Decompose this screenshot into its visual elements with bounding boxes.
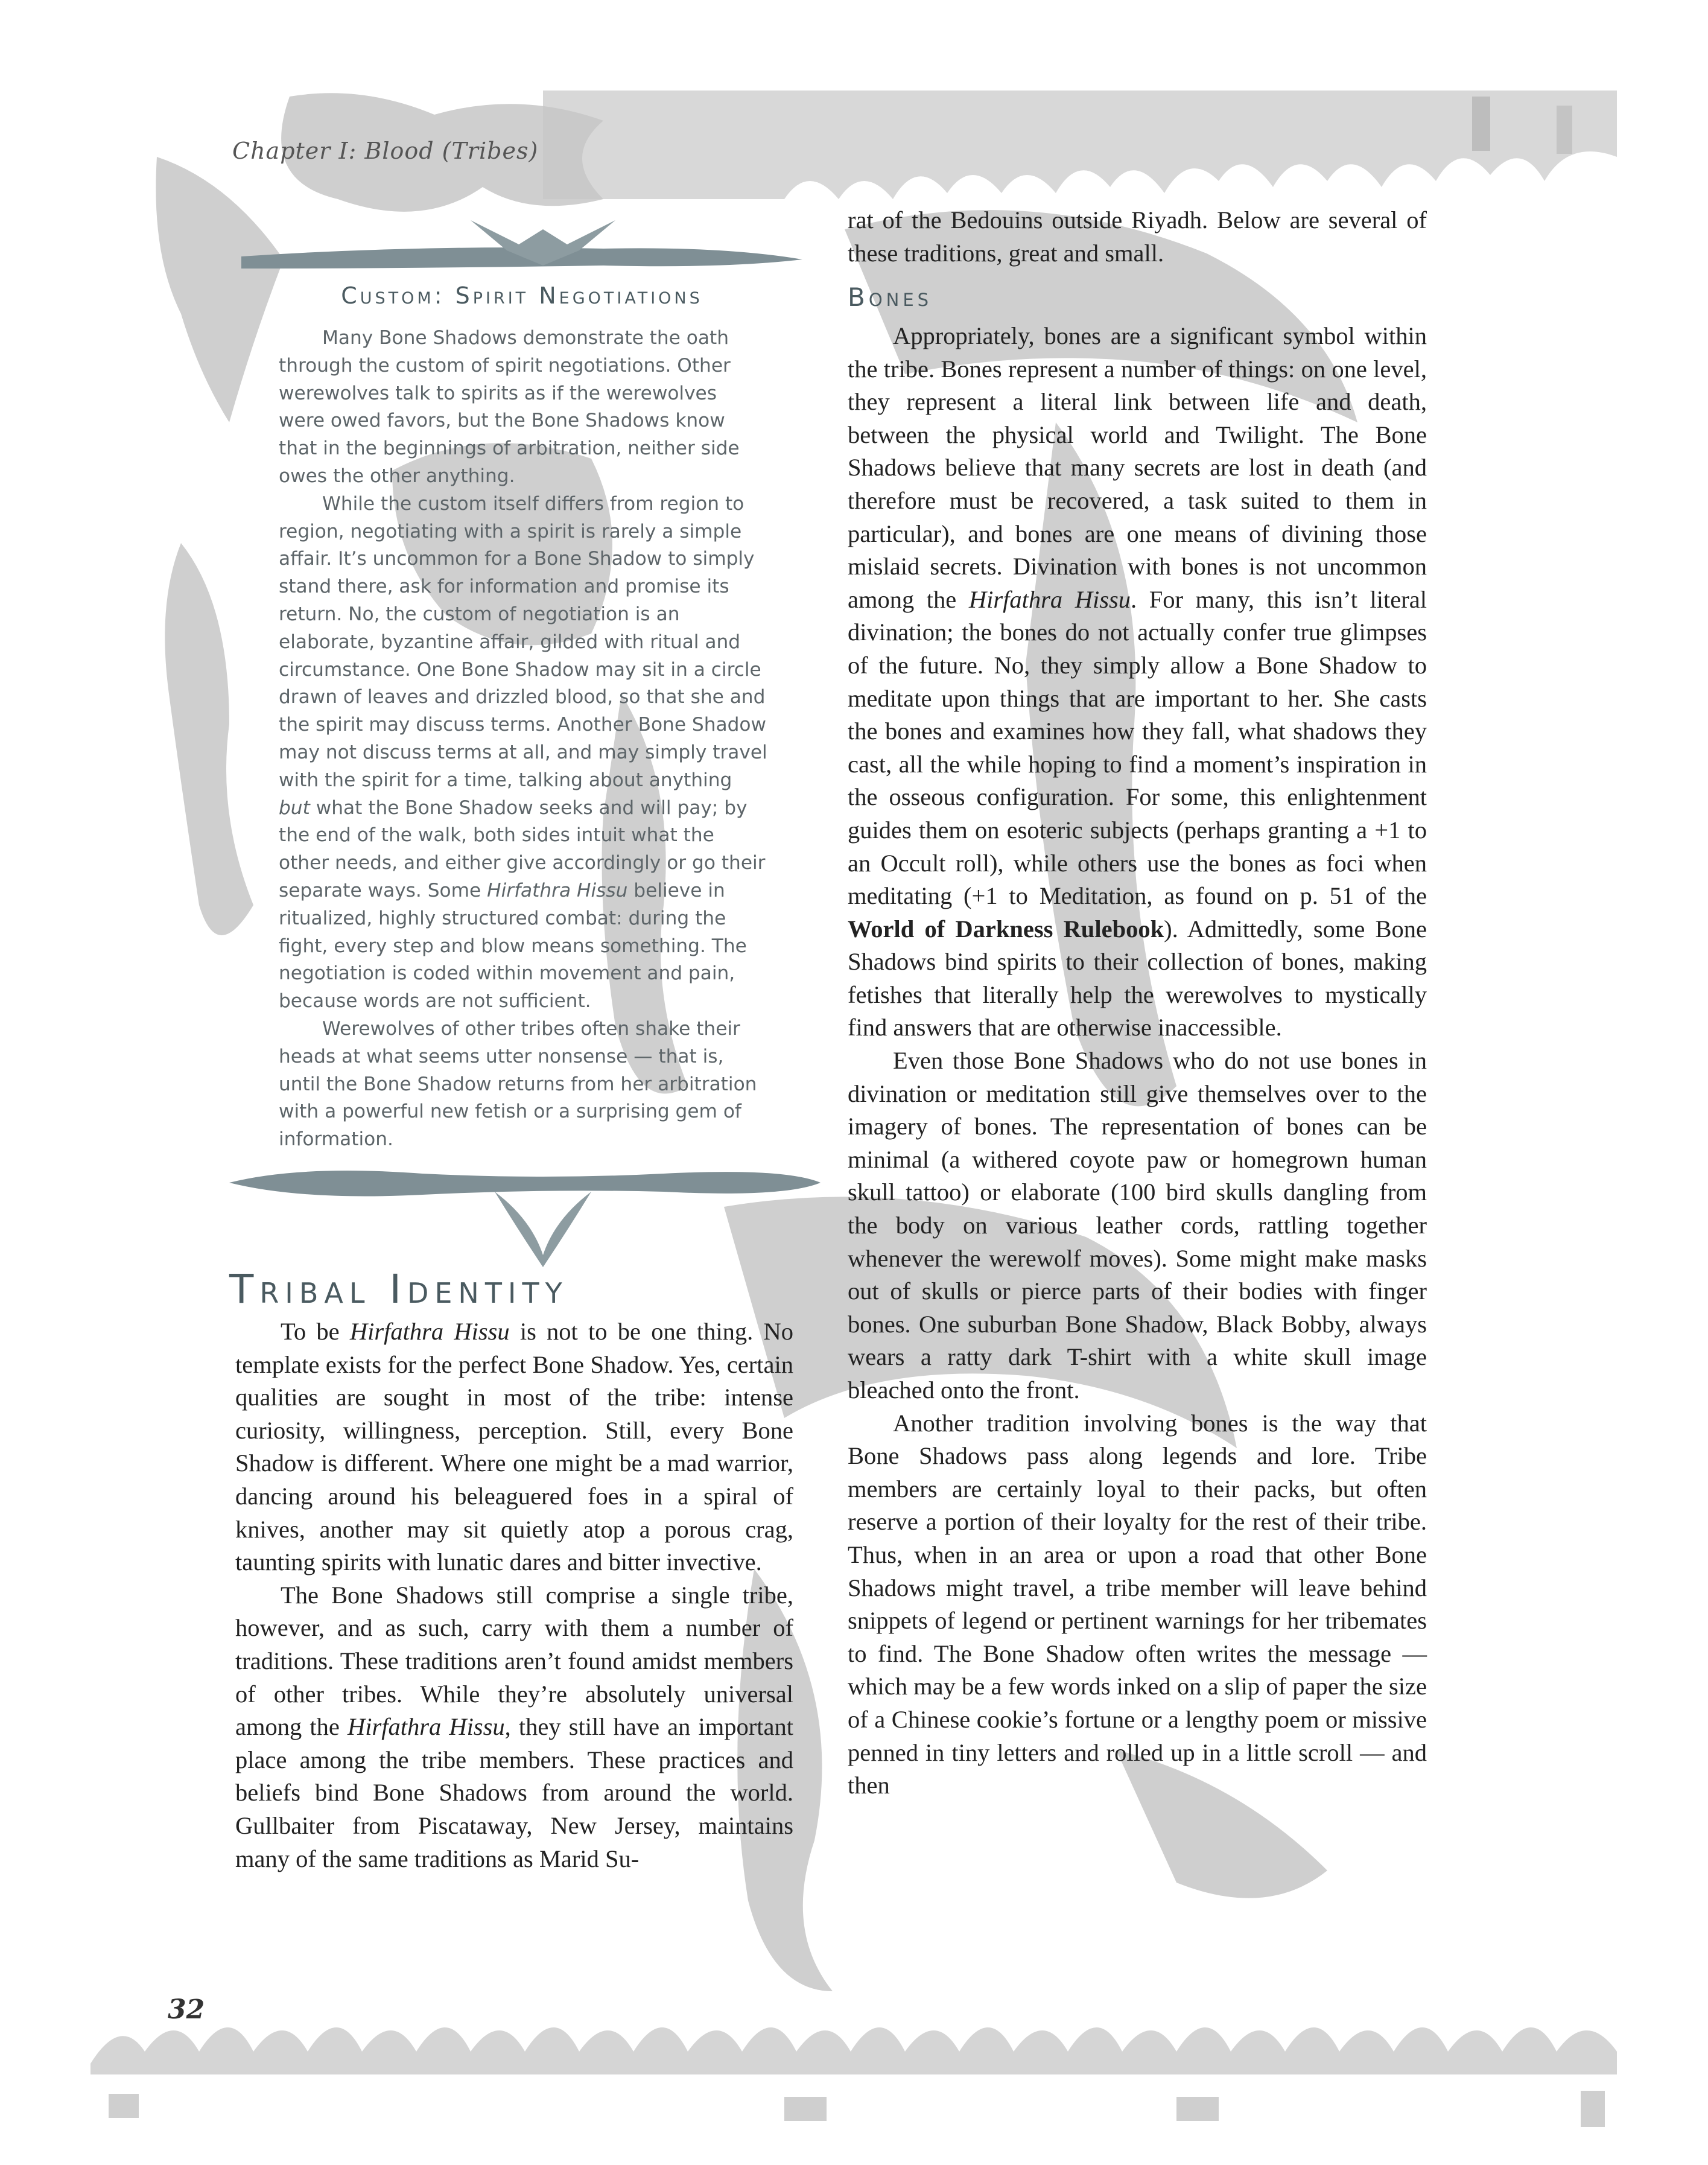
body-paragraph: Even those Bone Shadows who do not use bones in divination or meditation still give themselves over to the imagery of bones. The representation of bones can be minimal (a withered coyote paw or homegrown human skull tattoo) or elaborate (100 bird skulls dangling from the body on various leather cords, rattling together whenever the werewolf moves). Some might make masks out of skulls or pierce parts of their bodies with finger bones. One suburban Bone Shadow, Black Bobby, always wears a ratty dark T-shirt with a white skull image bleached onto the front. xyxy=(848,1047,1427,1404)
emphasis: Hirfathra Hissu xyxy=(487,879,628,901)
sidebar-paragraph: Many Bone Shadows demonstrate the oath through the custom of spirit negotiations. Other werewolves talk to spirits as if the werewolves were owed favors, but the Bone Shadows know that in the beginnings of arbitration, neither side owes the other anything. xyxy=(279,327,740,487)
text-run: The Bone Shadows still comprise a single tribe, however, and as such, carry with them a number of traditions. These traditions aren’t found amidst members of other tribes. While they’re absolutely universal among the xyxy=(235,1581,793,1741)
chapter-header: Chapter I: Blood (Tribes) xyxy=(232,138,539,164)
top-bone-border xyxy=(543,91,1617,199)
body-paragraph xyxy=(235,1315,793,1579)
page-number: 32 xyxy=(168,1994,205,2025)
bones-heading: Bones xyxy=(848,282,933,312)
emphasis: Hirfathra Hissu xyxy=(347,1713,505,1741)
emphasis: Hirfathra Hissu xyxy=(968,585,1131,613)
text-run: is not to be one thing. No template exists for the perfect Bone Shadow. Yes, certain qualities are sought in most of the tribe: intense curiosity, willingness, perception. Still, every Bone Shadow is different. Where one might be a mad warrior, dancing around his beleaguered foes in a spiral of knives, another may sit quietly atop a porous crag, taunting spirits with lunatic dares and bitter invective. xyxy=(235,1318,793,1576)
sidebar-top-brush xyxy=(241,220,802,269)
left-column xyxy=(235,1315,793,1875)
bottom-bone-border xyxy=(90,2027,1617,2127)
right-column xyxy=(848,320,1427,1802)
text-run: While the custom itself differs from region to region, negotiating with a spirit is rarely a simple affair. It’s uncommon for a Bone Shadow to simply stand there, ask for information and promise its return. No, the custom of negotiation is an elaborate, byzantine affair, gilded with ritual and circumstance. One Bone Shadow may sit in a circle drawn of leaves and drizzled blood, so that she and the spirit may discuss terms. Another Bone Shadow may not discuss terms at all, and may simply travel with the spirit for a time, talking about anything xyxy=(279,492,767,791)
sidebar-paragraph: Werewolves of other tribes often shake their heads at what seems utter nonsense — that is, until the Bone Shadow returns from her arbitration with a powerful new fetish or a surprising gem of information. xyxy=(279,1017,757,1151)
body-paragraph: Another tradition involving bones is the way that Bone Shadows pass along legends and lore. Tribe members are certainly loyal to their packs, but often reserve a portion of their loyalty for the rest of their tribe. Thus, when in an area or upon a road that other Bone Shadows might travel, a tribe member will leave behind snippets of legend or pertinent warnings for her tribemates to find. The Bone Shadow often writes the message — which may be a few words inked on a slip of paper the size of a Chinese cookie’s fortune or a lengthy poem or missive penned in tiny letters and rolled up in a little scroll — and then xyxy=(848,1409,1427,1799)
text-run: what the Bone Shadow seeks and will pay; by the end of the walk, both sides intuit what the other needs, and either give accordingly or go their separate ways. Some xyxy=(279,796,766,901)
sidebar-title: Custom: Spirit Negotiations xyxy=(341,282,703,309)
text-run: , they still have an important place among the tribe members. These practices and beliefs bind Bone Shadows from around the world. Gullbaiter from Piscataway, New Jersey, maintains many of the same traditions as Marid Su- xyxy=(235,1713,793,1872)
text-run: believe in ritualized, highly structured combat: during the fight, every step and blow means something. The negotiation is coded within movement and pain, because words are not sufficient. xyxy=(279,879,747,1013)
emphasis: but xyxy=(279,796,310,819)
tribal-identity-heading: Tribal Identity xyxy=(229,1266,568,1312)
body-paragraph xyxy=(235,1579,793,1875)
text-run: Appropriately, bones are a significant symbol within the tribe. Bones represent a number of things: on one level, they represent a literal link between life and death, between the physical world and Twilight. The Bone Shadows believe that many secrets are lost in death (and therefore must be recovered, a task suited to them in particular), and bones are one means of divining those mislaid secrets. Divination with bones is not uncommon among the xyxy=(848,322,1427,613)
body-paragraph xyxy=(848,320,1427,1044)
text-run: ). Admittedly, some Bone Shadows bind spirits to their collection of bones, making fetishes that literally help the werewolves to mystically find answers that are otherwise inaccessible. xyxy=(848,915,1427,1041)
right-column-continuation xyxy=(848,204,1427,270)
book-title: World of Darkness Rulebook xyxy=(848,915,1164,943)
continuation-paragraph: rat of the Bedouins outside Riyadh. Below are several of these traditions, great and small. xyxy=(848,206,1427,267)
text-run: To be xyxy=(281,1318,350,1345)
sidebar-paragraph xyxy=(279,491,767,1016)
emphasis: Hirfathra Hissu xyxy=(349,1318,510,1345)
text-run: . For many, this isn’t literal divination; the bones do not actually confer true glimpses of the future. No, they simply allow a Bone Shadow to meditate upon things that are important to her. She casts the bones and examines how they fall, what shadows they cast, all the while hoping to find a moment’s inspiration in the osseous configuration. For some, this enlightenment guides them on esoteric subjects (perhaps granting a +1 to an Occult roll), while others use the bones as foci when meditating (+1 to Meditation, as found on p. 51 of the xyxy=(848,585,1427,910)
sidebar-body xyxy=(279,325,767,1154)
